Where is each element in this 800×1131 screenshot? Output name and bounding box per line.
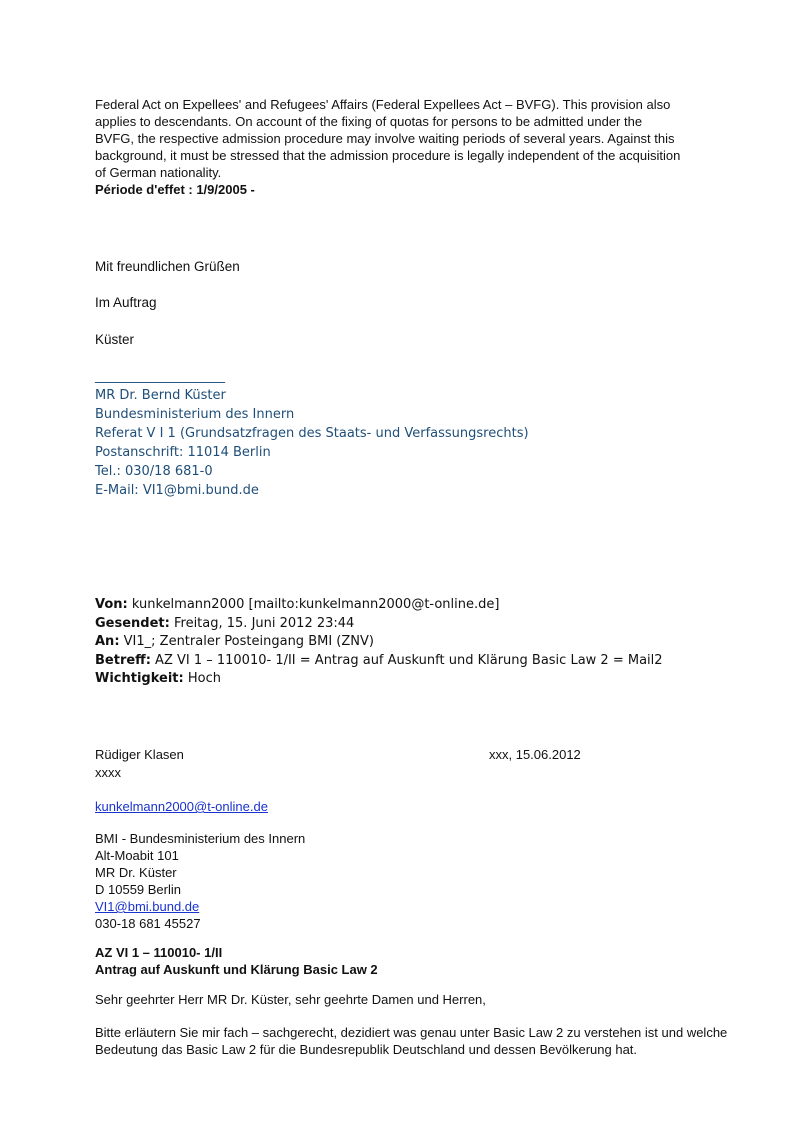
- signature-rule: ____________________: [95, 369, 225, 384]
- closing-name: Küster: [95, 332, 135, 347]
- recipient-city: D 10559 Berlin: [95, 882, 181, 897]
- recipient-street: Alt-Moabit 101: [95, 848, 179, 863]
- email-from-value: kunkelmann2000 [mailto:kunkelmann2000@t-online.de]: [131, 597, 500, 612]
- intro-line: background, it must be stressed that the admission procedure is legally independent of the acquisition: [95, 148, 681, 163]
- sender-email-link[interactable]: kunkelmann2000@t-online.de: [95, 799, 268, 814]
- signature-phone: Tel.: 030/18 681-0: [95, 464, 213, 479]
- recipient-phone: 030-18 681 45527: [95, 916, 201, 931]
- letter-sender-name: Rüdiger Klasen: [95, 747, 184, 762]
- body-line: Bitte erläutern Sie mir fach – sachgerecht, dezidiert was genau unter Basic Law 2 zu verstehen ist und welche: [95, 1025, 728, 1040]
- effective-period: Période d'effet : 1/9/2005 -: [95, 182, 255, 197]
- letter-place-date: xxx, 15.06.2012: [489, 747, 581, 762]
- email-to: [95, 633, 663, 652]
- closing-on-behalf: Im Auftrag: [95, 295, 157, 310]
- email-to-value: VI1_; Zentraler Posteingang BMI (ZNV): [123, 634, 374, 649]
- email-subject-label: Betreff:: [95, 652, 151, 668]
- body-line: Bedeutung das Basic Law 2 für die Bundesrepublik Deutschland und dessen Bevölkerung hat.: [95, 1042, 638, 1057]
- email-sent: [95, 615, 663, 634]
- reference-heading: [95, 944, 378, 978]
- reference-number: AZ VI 1 – 110010- 1/II: [95, 945, 223, 960]
- email-importance: [95, 670, 663, 689]
- letter-body: [95, 1024, 727, 1058]
- email-to-label: An:: [95, 634, 120, 649]
- email-importance-label: Wichtigkeit:: [95, 671, 184, 686]
- signature-department: Referat V I 1 (Grundsatzfragen des Staats- und Verfassungsrechts): [95, 426, 529, 441]
- signature-ministry: Bundesministerium des Innern: [95, 407, 295, 422]
- closing-greeting: Mit freundlichen Grüßen: [95, 259, 240, 274]
- letter-salutation: Sehr geehrter Herr MR Dr. Küster, sehr geehrte Damen und Herren,: [95, 992, 486, 1007]
- email-sent-value: Freitag, 15. Juni 2012 23:44: [173, 615, 355, 631]
- recipient-person: MR Dr. Küster: [95, 865, 177, 880]
- email-importance-value: Hoch: [187, 671, 221, 686]
- intro-line: applies to descendants. On account of the fixing of quotas for persons to be admitted under the: [95, 114, 643, 129]
- signature-email: E-Mail: VI1@bmi.bund.de: [95, 483, 259, 498]
- email-header: [95, 596, 663, 689]
- letter-recipient: [95, 830, 305, 932]
- intro-paragraph: [95, 96, 715, 198]
- email-subject: [95, 652, 663, 671]
- email-from: [95, 596, 663, 615]
- signature-name: MR Dr. Bernd Küster: [95, 388, 226, 403]
- letter-sender-email: [95, 798, 268, 815]
- recipient-email-link[interactable]: VI1@bmi.bund.de: [95, 899, 200, 914]
- intro-line: of German nationality.: [95, 165, 222, 180]
- signature-block: [95, 367, 529, 500]
- recipient-org: BMI - Bundesministerium des Innern: [95, 831, 306, 846]
- email-subject-value: AZ VI 1 – 110010- 1/II = Antrag auf Auskunft und Klärung Basic Law 2 = Mail2: [155, 652, 663, 668]
- email-sent-label: Gesendet:: [95, 615, 170, 631]
- signature-address: Postanschrift: 11014 Berlin: [95, 445, 271, 460]
- reference-subject: Antrag auf Auskunft und Klärung Basic Law 2: [95, 962, 378, 977]
- intro-line: Federal Act on Expellees' and Refugees' Affairs (Federal Expellees Act – BVFG). This provision also: [95, 97, 671, 112]
- letter-sender-address: xxxx: [95, 765, 121, 780]
- intro-line: BVFG, the respective admission procedure may involve waiting periods of several years. Against this: [95, 131, 675, 146]
- email-from-label: Von:: [95, 597, 128, 612]
